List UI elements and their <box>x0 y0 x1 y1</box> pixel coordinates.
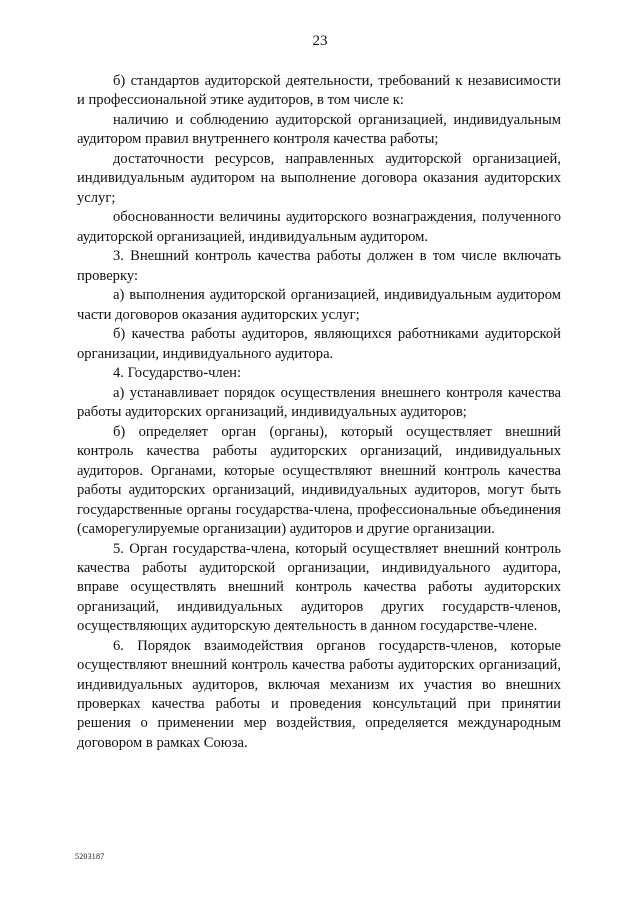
paragraph-standards: б) стандартов аудиторской деятельности, требований к независимости и профессиональной этике аудиторов, в том числе к: <box>77 73 561 109</box>
paragraph-item-3: 3. Внешний контроль качества работы должен в том числе включать проверку: <box>77 248 561 284</box>
paragraph-fee: обоснованности величины аудиторского вознаграждения, полученного аудиторской организацией, индивидуальным аудитором. <box>77 209 561 245</box>
document-body <box>77 72 561 753</box>
paragraph-item-4a: а) устанавливает порядок осуществления внешнего контроля качества работы аудиторских организаций, индивидуальных аудиторов; <box>77 385 561 421</box>
document-code: 5203187 <box>75 852 105 861</box>
paragraph-item-6: 6. Порядок взаимодействия органов государств-членов, которые осуществляют внешний контроль качества работы аудиторских организаций, индивидуальных аудиторов, включая механизм их участия во внешних проверках качества работы и проведения консультаций при принятии решения о применении мер воздействия, определяется международным договором в рамках Союза. <box>77 637 561 751</box>
paragraph-item-4: 4. Государство-член: <box>113 365 242 382</box>
paragraph-item-4b: б) определяет орган (органы), который осуществляет внешний контроль качества работы аудиторских организаций, индивидуальных аудиторов. Органами, которые осуществляют внешний контроль качества работы аудиторских организаций, индивидуальных аудиторов, могут быть государственные органы государства-члена, профессиональные объединения (саморегулируемые организации) аудиторов и другие организации. <box>77 424 561 538</box>
page-number: 23 <box>312 33 328 49</box>
paragraph-item-3a: а) выполнения аудиторской организацией, индивидуальным аудитором части договоров оказания аудиторских услуг; <box>77 287 561 323</box>
paragraph-item-5: 5. Орган государства-члена, который осуществляет внешний контроль качества работы аудиторской организации, индивидуального аудитора, вправе осуществлять внешний контроль качества работы аудиторских организаций, индивидуальных аудиторов других государств-членов, осуществляющих аудиторскую деятельность в данном государстве-члене. <box>77 540 561 635</box>
paragraph-internal-control: наличию и соблюдению аудиторской организацией, индивидуальным аудитором правил внутреннего контроля качества работы; <box>77 112 561 148</box>
paragraph-item-3b: б) качества работы аудиторов, являющихся работниками аудиторской организации, индивидуального аудитора. <box>77 326 561 362</box>
paragraph-resources: достаточности ресурсов, направленных аудиторской организацией, индивидуальным аудитором на выполнение договора оказания аудиторских услуг; <box>77 151 561 206</box>
